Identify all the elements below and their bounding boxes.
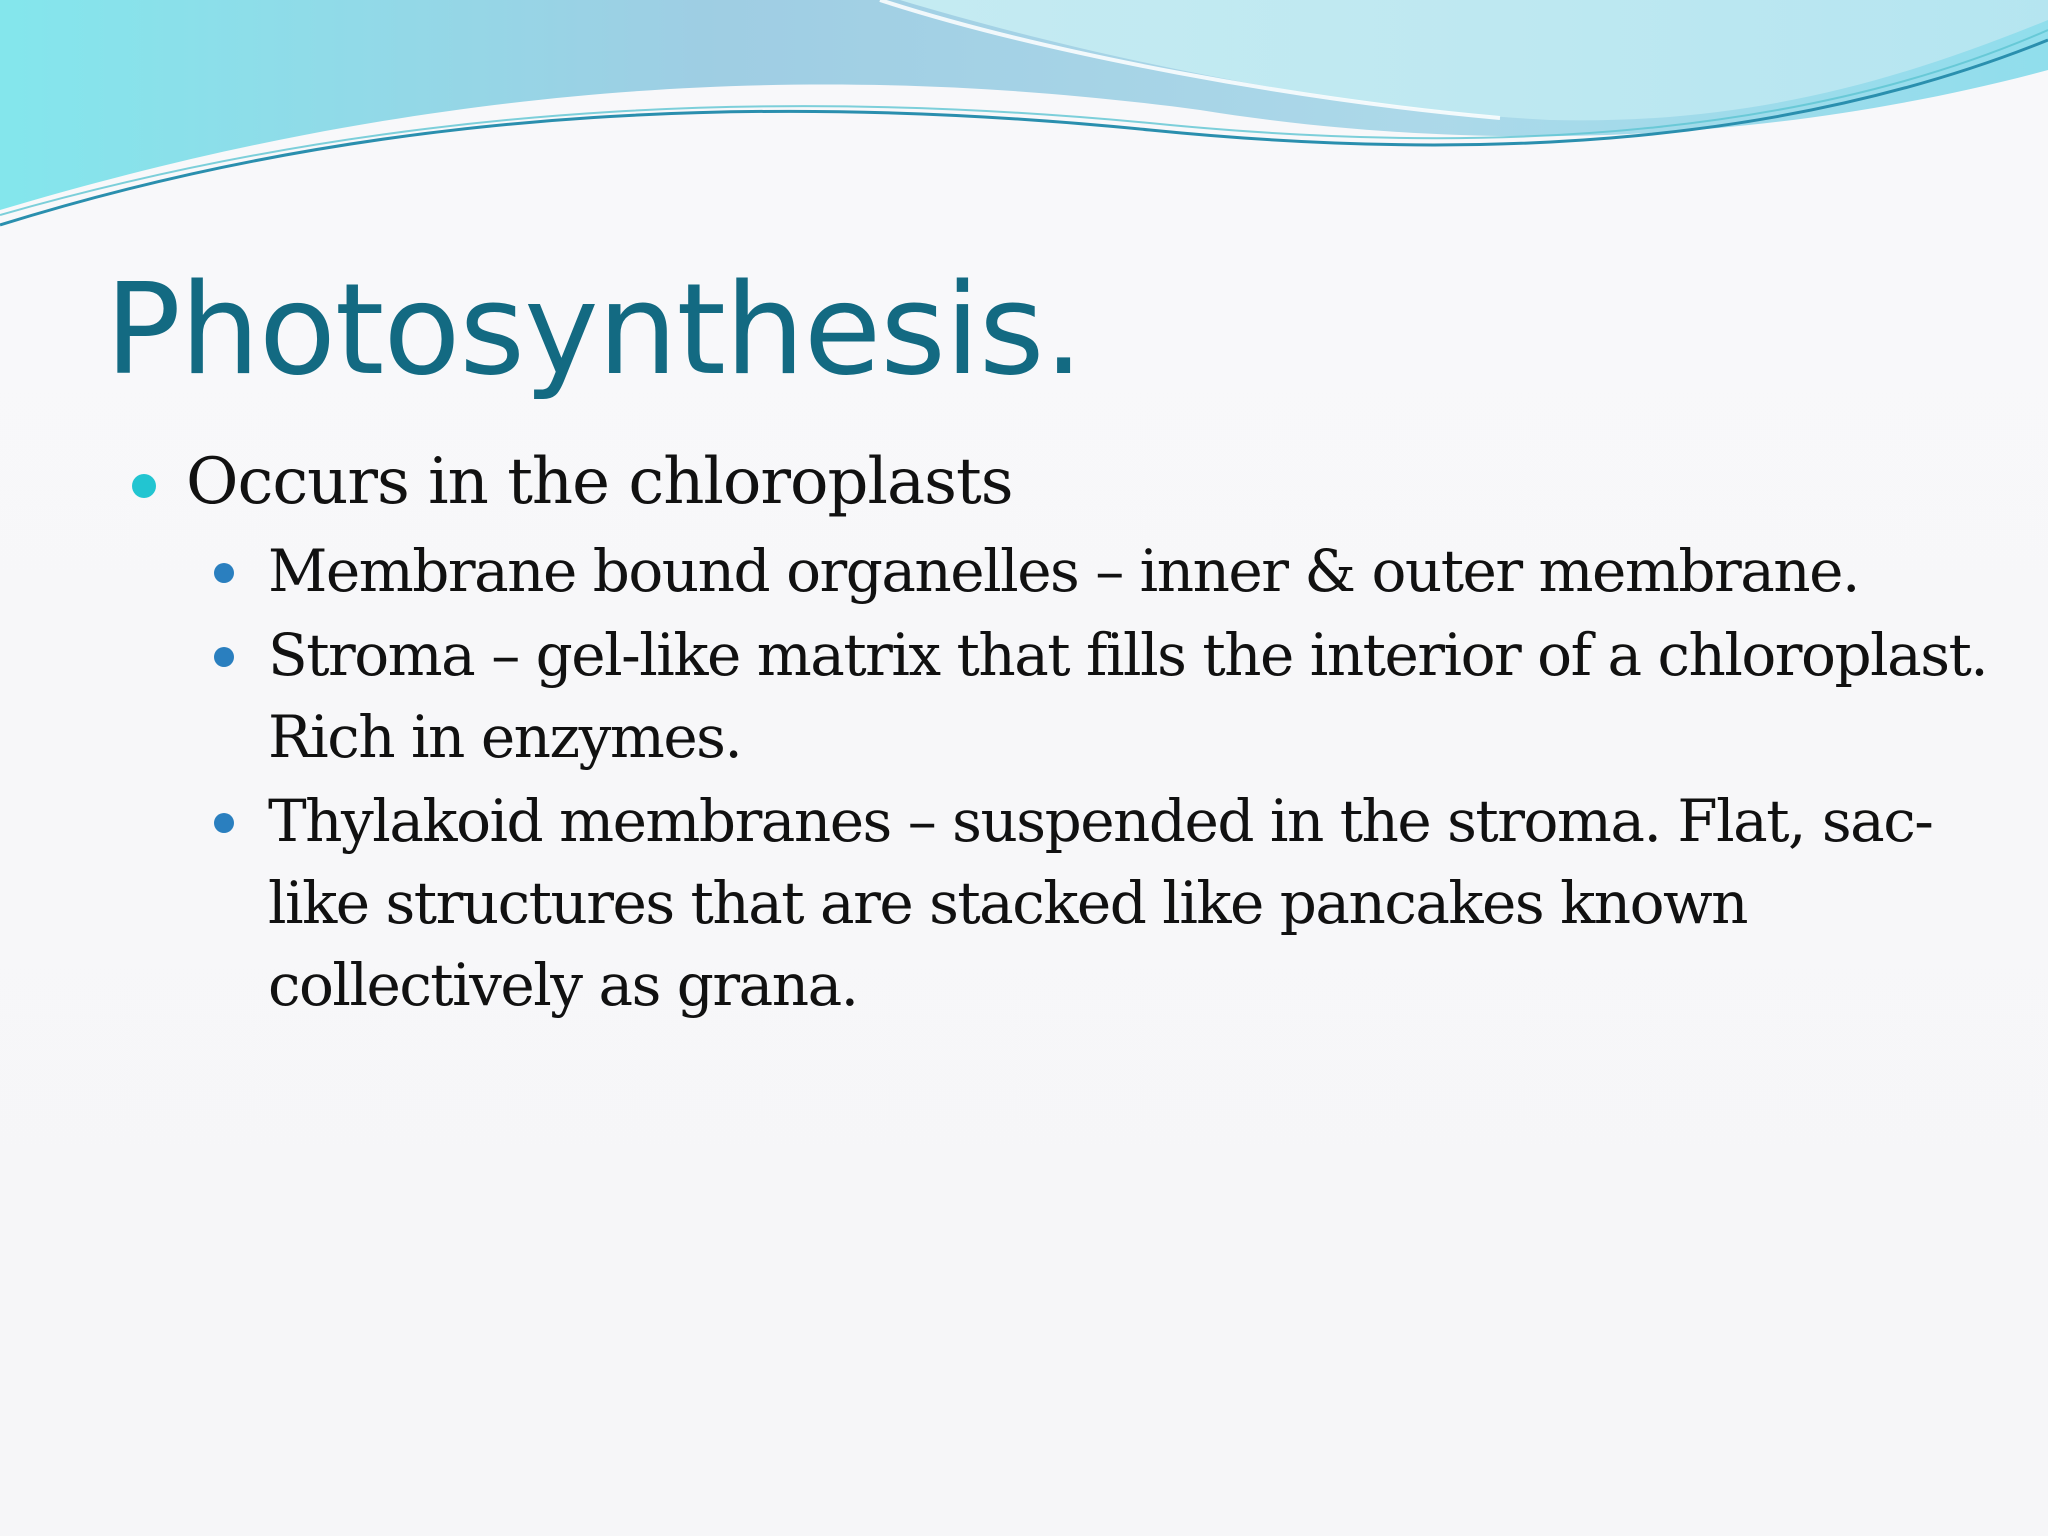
sub-bullet-item xyxy=(268,780,1988,1026)
slide-title: Photosynthesis. xyxy=(105,256,1083,403)
header-wave-decoration xyxy=(0,0,2048,240)
bullet-dot-icon xyxy=(214,647,234,667)
bullet-text: Occurs in the chloroplasts xyxy=(186,445,1013,519)
sub-bullet-item xyxy=(268,614,1988,778)
bullet-dot-icon xyxy=(132,474,156,498)
sub-bullet-item xyxy=(268,530,1988,612)
sub-bullet-text: Membrane bound organelles – inner & outer membrane. xyxy=(268,537,1859,605)
bullet-dot-icon xyxy=(214,813,234,833)
bullet-item xyxy=(130,440,1960,524)
sub-bullet-text: Thylakoid membranes – suspended in the stroma. Flat, sac-like structures that are stacked like pancakes known collectively as grana. xyxy=(268,787,1933,1019)
sub-bullet-text: Stroma – gel-like matrix that fills the interior of a chloroplast. Rich in enzymes. xyxy=(268,621,1988,771)
bullet-dot-icon xyxy=(214,563,234,583)
bullet-list xyxy=(130,440,1988,1028)
